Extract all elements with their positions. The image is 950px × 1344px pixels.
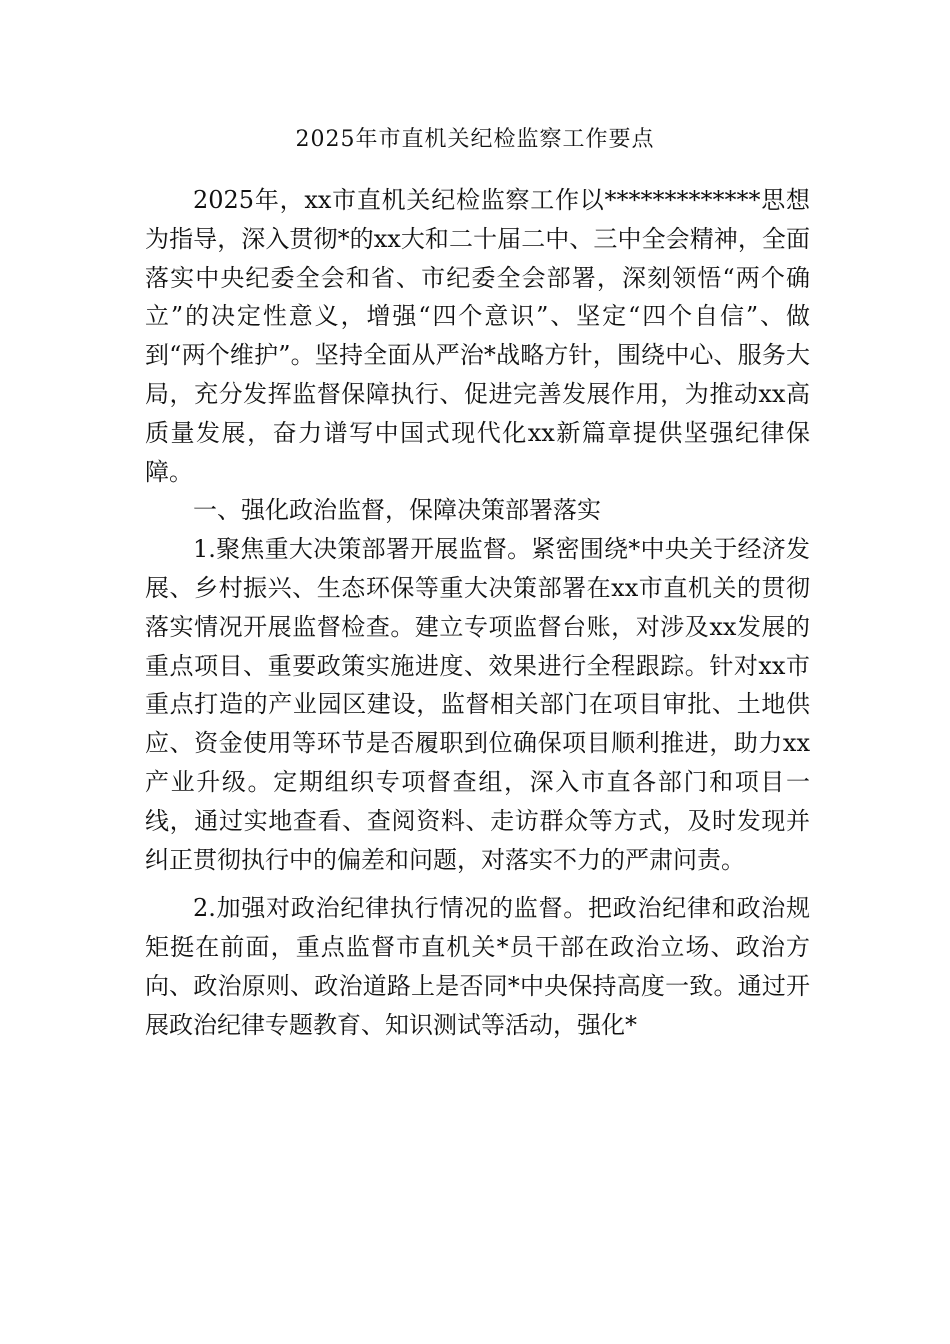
intro-paragraph: 2025年，xx市直机关纪检监察工作以*************思想为指导，深入贯彻*的xx大和二十届二中、三中全会精神，全面落实中央纪委全会和省、市纪委全会部署，深刻领悟“两个确立”的决定性意义，增强“四个意识”、坚定“四个自信”、做到“两个维护”。坚持全面从严治*战略方针，围绕中心、服务大局，充分发挥监督保障执行、促进完善发展作用，为推动xx高质量发展，奋力谱写中国式现代化xx新篇章提供坚强纪律保障。 xyxy=(145,186,810,486)
item-paragraph-1: 1.聚焦重大决策部署开展监督。紧密围绕*中央关于经济发展、乡村振兴、生态环保等重大决策部署在xx市直机关的贯彻落实情况开展监督检查。建立专项监督台账，对涉及xx发展的重点项目、重要政策实施进度、效果进行全程跟踪。针对xx市重点打造的产业园区建设，监督相关部门在项目审批、土地供应、资金使用等环节是否履职到位确保项目顺利推进，助力xx产业升级。定期组织专项督查组，深入市直各部门和项目一线，通过实地查看、查阅资料、走访群众等方式，及时发现并纠正贯彻执行中的偏差和问题，对落实不力的严肃问责。 xyxy=(145,535,810,874)
section-heading-1: 一、强化政治监督，保障决策部署落实 xyxy=(193,496,601,525)
document-title: 2025年市直机关纪检监察工作要点 xyxy=(295,127,655,152)
document-body xyxy=(145,181,810,1045)
item-paragraph-2: 2.加强对政治纪律执行情况的监督。把政治纪律和政治规矩挺在前面，重点监督市直机关*员干部在政治立场、政治方向、政治原则、政治道路上是否同*中央保持高度一致。通过开展政治纪律专题教育、知识测试等活动，强化* xyxy=(145,894,810,1039)
